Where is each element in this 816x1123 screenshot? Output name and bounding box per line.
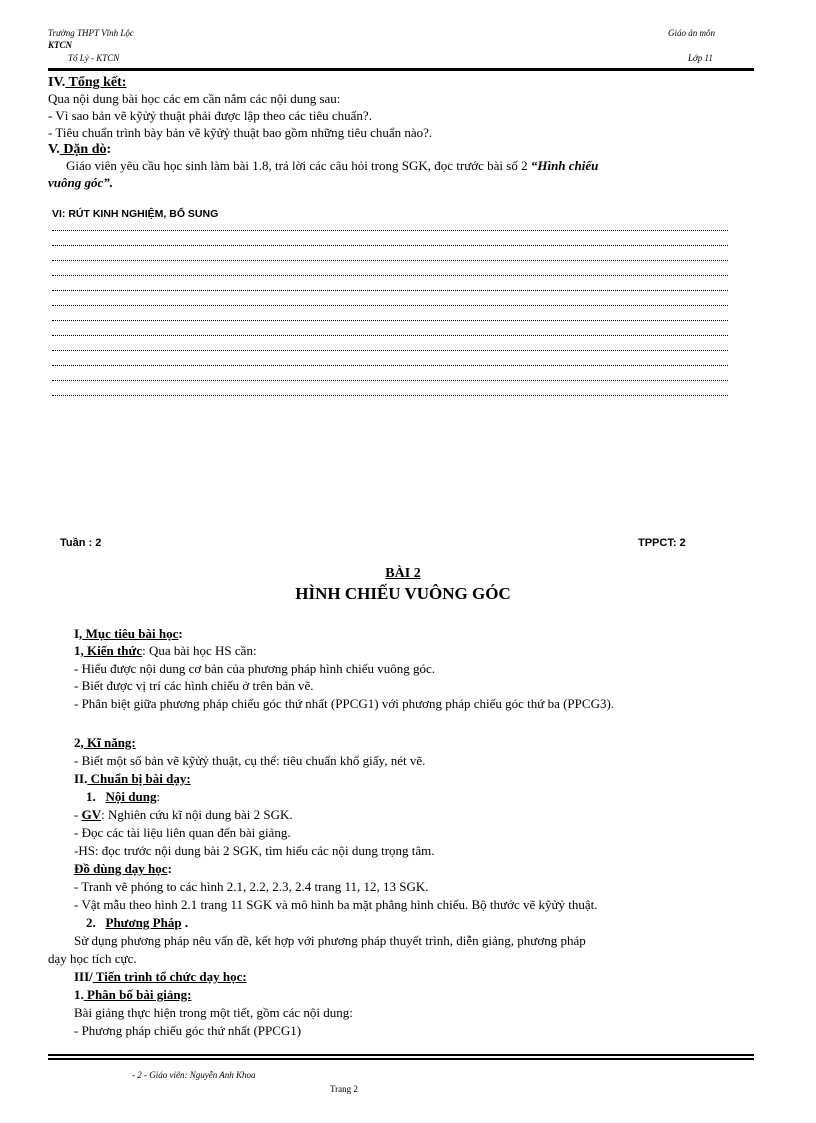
process-heading: III/ Tiến trình tổ chức dạy học: xyxy=(74,969,247,984)
grade-label: Lớp 11 xyxy=(688,53,713,63)
preparation-heading: II. Chuẩn bị bài dạy: xyxy=(74,771,191,786)
note-line xyxy=(52,320,728,321)
knowledge-item-3: - Phân biệt giữa phương pháp chiếu góc thứ nhất (PPCG1) với phương pháp chiếu góc thứ ba (PPCG3). xyxy=(74,696,615,711)
knowledge-item-1: - Hiểu được nội dung cơ bản của phương pháp hình chiếu vuông góc. xyxy=(74,661,436,676)
skills-heading: 2, Kĩ năng: xyxy=(74,735,136,750)
skills-item-1: - Biết một số bản vẽ kỹửỷ thuật, cụ thể: tiêu chuẩn khổ giấy, nét vẽ. xyxy=(74,753,426,768)
ppct-label: TPPCT: 2 xyxy=(638,537,686,549)
experience-heading: VI: RÚT KINH NGHIỆM, BỔ SUNG xyxy=(52,208,219,220)
allocation-text: Bài giảng thực hiện trong một tiết, gồm các nội dung: xyxy=(74,1005,353,1020)
note-line xyxy=(52,275,728,276)
content-item-2: - Đọc các tài liệu liên quan đến bài giảng. xyxy=(74,825,291,840)
summary-question-1: - Vì sao bản vẽ kỹửỷ thuật phải được lập theo các tiêu chuẩn?. xyxy=(48,108,372,123)
homework-title-cont: vuông góc”. xyxy=(48,175,113,190)
tools-item-2: - Vật mẫu theo hình 2.1 trang 11 SGK và mô hình ba mặt phẳng hình chiếu. Bộ thước vẽ kỹửỷ thuật. xyxy=(74,897,598,912)
allocation-item-1: - Phương pháp chiếu góc thứ nhất (PPCG1) xyxy=(74,1023,302,1038)
summary-question-2: - Tiêu chuẩn trình bày bản vẽ kỹửỷ thuật bao gồm những tiêu chuẩn nào?. xyxy=(48,125,433,140)
note-line xyxy=(52,305,728,306)
header-rule xyxy=(48,68,754,71)
allocation-heading: 1. Phân bố bài giảng: xyxy=(74,987,192,1002)
footer-teacher: - 2 - Giáo viên: Nguyễn Anh Khoa xyxy=(132,1070,256,1080)
week-label: Tuần : 2 xyxy=(60,537,102,549)
content-item-3: -HS: đọc trước nội dung bài 2 SGK, tìm hiểu các nội dung trọng tâm. xyxy=(74,843,435,858)
knowledge-item-2: - Biết được vị trí các hình chiếu ở trên bản vẽ. xyxy=(74,678,314,693)
footer-rule-bottom xyxy=(48,1058,754,1060)
department-name: Tổ Lý - KTCN xyxy=(68,53,120,63)
note-line xyxy=(52,380,728,381)
method-text-1: Sử dụng phương pháp nêu vấn đề, kết hợp với phương pháp thuyết trình, diễn giảng, phương pháp xyxy=(74,933,586,948)
note-line xyxy=(52,245,728,246)
method-heading: 2. Phương Pháp . xyxy=(86,915,189,930)
note-line xyxy=(52,260,728,261)
homework-heading: V. Dặn dò: xyxy=(48,142,112,157)
note-line xyxy=(52,395,728,396)
tools-item-1: - Tranh vẽ phóng to các hình 2.1, 2.2, 2.3, 2.4 trang 11, 12, 13 SGK. xyxy=(74,879,429,894)
objectives-heading: I, Mục tiêu bài học: xyxy=(74,626,183,641)
homework-text: Giáo viên yêu cầu học sinh làm bài 1.8, trả lời các câu hỏi trong SGK, đọc trước bài số 2 “Hình chiếu xyxy=(66,158,599,173)
knowledge-heading: 1, Kiến thức: Qua bài học HS cần: xyxy=(74,643,257,658)
content-heading: 1. Nội dung: xyxy=(86,789,161,804)
note-line xyxy=(52,335,728,336)
note-line xyxy=(52,290,728,291)
summary-heading: IV. Tổng kết: xyxy=(48,75,127,90)
lesson-title: HÌNH CHIẾU VUÔNG GÓC xyxy=(295,584,511,603)
method-text-2: dạy học tích cực. xyxy=(48,951,137,966)
school-name: Trường THPT Vĩnh Lộc xyxy=(48,28,134,38)
summary-intro: Qua nội dung bài học các em cần nắm các nội dung sau: xyxy=(48,91,341,106)
footer-rule-top xyxy=(48,1054,754,1056)
note-line xyxy=(52,230,728,231)
note-line xyxy=(52,365,728,366)
lesson-plan-label: Giáo án môn xyxy=(668,28,715,38)
subject-line: KTCN xyxy=(48,40,73,50)
note-line xyxy=(52,350,728,351)
footer-page: Trang 2 xyxy=(330,1084,358,1094)
teacher-prep: - GV: Nghiên cứu kĩ nội dung bài 2 SGK. xyxy=(74,807,293,822)
lesson-number: BÀI 2 xyxy=(385,566,421,581)
tools-heading: Đồ dùng dạy học: xyxy=(74,861,172,876)
